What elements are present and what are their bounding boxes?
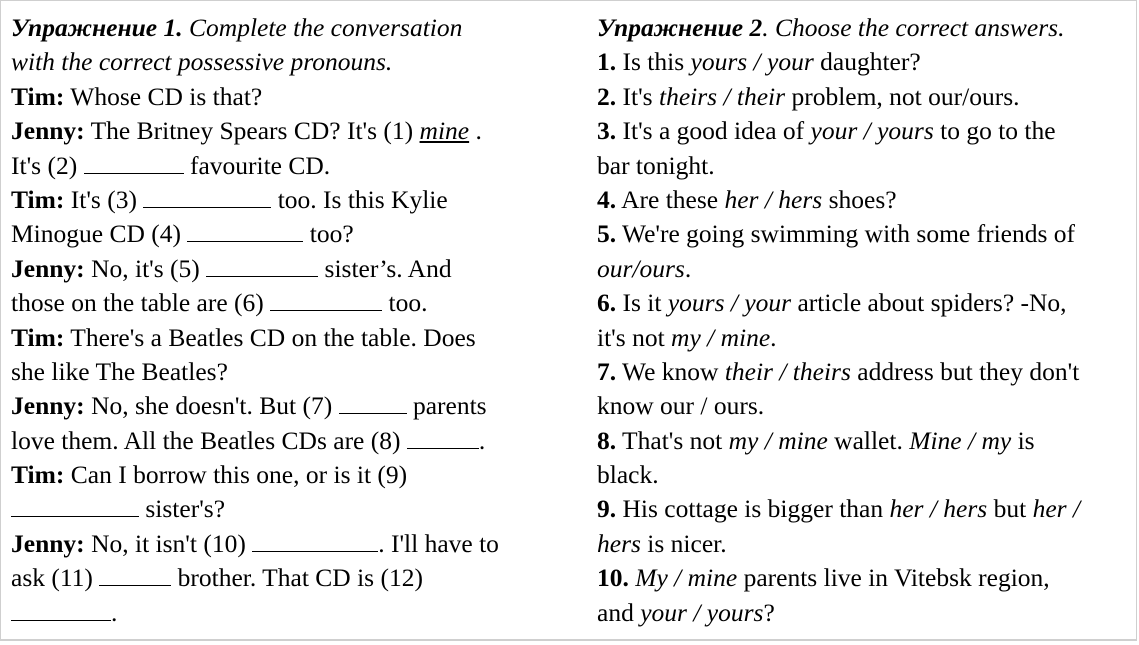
question-4 [597, 183, 1137, 217]
question-number: 1. [597, 47, 617, 77]
dialogue-line [11, 458, 576, 492]
question-text: is nicer. [647, 528, 727, 558]
answer-choice[interactable]: yours / your [690, 47, 814, 77]
blank-10[interactable] [252, 529, 378, 552]
answer-choice[interactable]: your / yours [810, 116, 934, 146]
question-number: 3. [597, 116, 617, 146]
dialogue-text: love them. All the Beatles CDs are (8) [11, 425, 401, 455]
question-10-cont [597, 596, 1137, 630]
question-3 [597, 114, 1137, 148]
dialogue-line: she like The Beatles? [11, 356, 228, 386]
speaker-tim: Tim: [11, 184, 65, 214]
answer-choice[interactable]: hers [597, 528, 641, 558]
blank-2[interactable] [84, 151, 184, 174]
question-text: Is it [622, 288, 662, 318]
question-text: problem, not our/ours. [791, 81, 1020, 111]
question-text: . [770, 322, 777, 352]
dialogue-text: favourite CD. [189, 150, 331, 180]
dialogue-line [11, 321, 576, 355]
dialogue-line [11, 492, 576, 526]
question-text: black. [597, 460, 659, 490]
blank-9[interactable] [11, 494, 139, 517]
question-5 [597, 217, 1137, 251]
answer-1: mine [419, 116, 470, 146]
question-text: address but they don't [857, 356, 1080, 386]
dialogue-line [11, 252, 576, 286]
question-number: 10. [597, 563, 629, 593]
exercise-1-instruction: Complete the conversation [189, 13, 463, 42]
question-number: 7. [597, 356, 617, 386]
question-6-cont [597, 321, 1137, 355]
exercise-1-instruction: with the correct possessive pronouns. [11, 47, 393, 77]
speaker-tim: Tim: [11, 322, 65, 352]
dialogue-line [11, 80, 576, 114]
answer-choice[interactable]: her / [1032, 494, 1081, 524]
question-text: It's [622, 81, 653, 111]
dialogue-text: There's a Beatles CD on the table. Does [70, 322, 476, 352]
question-text: His cottage is bigger than [622, 494, 884, 524]
question-number: 8. [597, 425, 617, 455]
answer-choice[interactable]: your / yours [640, 597, 764, 627]
exercise-2-heading: Упражнение 2 [597, 13, 763, 42]
question-9-cont [597, 527, 1137, 561]
dialogue-text: Can I borrow this one, or is it (9) [70, 460, 408, 490]
question-text: That's not [622, 425, 723, 455]
speaker-jenny: Jenny: [11, 391, 85, 421]
dialogue-text: brother. That CD is (12) [177, 563, 423, 593]
blank-3[interactable] [143, 185, 271, 208]
blank-5[interactable] [206, 254, 318, 277]
question-text: Are these [621, 184, 719, 214]
exercise-2-line [597, 11, 1137, 45]
question-text: daughter? [820, 47, 921, 77]
answer-choice[interactable]: yours / your [667, 288, 792, 318]
answer-choice[interactable]: My / mine [635, 563, 738, 593]
exercise-1-heading: Упражнение 1. [11, 13, 183, 42]
answer-choice[interactable]: their / theirs [724, 356, 851, 386]
dialogue-text: too. [388, 288, 428, 318]
blank-8[interactable] [407, 426, 479, 449]
dialogue-text: sister's? [145, 494, 226, 524]
dialogue-text: Minogue CD (4) [11, 219, 181, 249]
dialogue-text: . [111, 597, 118, 627]
blank-7[interactable] [339, 391, 407, 414]
question-8 [597, 424, 1137, 458]
answer-choice[interactable]: my / mine [671, 322, 771, 352]
dialogue-text: too. Is this Kylie [277, 184, 448, 214]
dialogue-line [11, 217, 576, 251]
question-text: wallet. [834, 425, 903, 455]
question-10 [597, 561, 1137, 595]
blank-6[interactable] [270, 288, 382, 311]
speaker-jenny: Jenny: [11, 528, 85, 558]
question-number: 6. [597, 288, 617, 318]
question-text: It's a good idea of [622, 116, 805, 146]
dialogue-text: parents [412, 391, 487, 421]
question-text: article about spiders? -No, [797, 288, 1067, 318]
exercise-2 [597, 11, 1137, 630]
question-9 [597, 492, 1137, 526]
question-text: . [684, 253, 692, 283]
dialogue-line [11, 183, 576, 217]
dialogue-text: ask (11) [11, 563, 93, 593]
answer-choice[interactable]: her / hers [889, 494, 988, 524]
dialogue-line [11, 389, 576, 423]
question-text: is [1017, 425, 1035, 455]
exercise-2-instruction: . Choose the correct answers. [762, 13, 1065, 42]
question-7 [597, 355, 1137, 389]
dialogue-text: sister’s. And [324, 253, 452, 283]
dialogue-text: It's (3) [70, 184, 137, 214]
question-6 [597, 286, 1137, 320]
question-text: ? [763, 597, 775, 627]
answer-choice[interactable]: our/ours [597, 253, 685, 283]
exercise-1-line [11, 11, 576, 45]
blank-11[interactable] [99, 563, 171, 586]
question-5-cont [597, 252, 1137, 286]
answer-choice[interactable]: theirs / their [658, 81, 786, 111]
answer-choice[interactable]: her / hers [724, 184, 823, 214]
question-text: but [993, 494, 1027, 524]
question-text: to go to the [940, 116, 1056, 146]
answer-choice[interactable]: Mine / my [909, 425, 1012, 455]
dialogue-line [11, 561, 576, 595]
question-text: know our / ours. [597, 391, 765, 421]
dialogue-text: It's (2) [11, 150, 78, 180]
question-text: parents live in Vitebsk region, [743, 563, 1050, 593]
question-text: Is this [622, 47, 685, 77]
dialogue-text: . [478, 425, 486, 455]
question-1 [597, 45, 1137, 79]
speaker-tim: Tim: [11, 460, 65, 490]
dialogue-line [11, 424, 576, 458]
dialogue-line [11, 149, 576, 183]
question-2 [597, 80, 1137, 114]
question-text: shoes? [828, 184, 897, 214]
dialogue-line [11, 527, 576, 561]
speaker-jenny: Jenny: [11, 253, 85, 283]
speaker-jenny: Jenny: [11, 116, 85, 146]
dialogue-text: those on the table are (6) [11, 288, 264, 318]
speaker-tim: Tim: [11, 81, 65, 111]
question-number: 9. [597, 494, 617, 524]
dialogue-text: No, it isn't (10) [91, 528, 246, 558]
question-number: 2. [597, 81, 617, 111]
dialogue-text: . I'll have to [378, 528, 499, 558]
dialogue-text: No, it's (5) [91, 253, 200, 283]
dialogue-text: No, she doesn't. But (7) [91, 391, 333, 421]
blank-4[interactable] [187, 219, 303, 242]
blank-12[interactable] [11, 598, 111, 621]
question-number: 5. [597, 219, 617, 249]
question-text: it's not [597, 322, 665, 352]
dialogue-text: Whose CD is that? [70, 81, 263, 111]
answer-choice[interactable]: my / mine [728, 425, 828, 455]
dialogue-line [11, 286, 576, 320]
question-text: We know [622, 356, 719, 386]
question-text: and [597, 597, 634, 627]
question-text: We're going swimming with some friends of [622, 219, 1076, 249]
dialogue-text: . [475, 116, 482, 146]
dialogue-text: The Britney Spears CD? It's (1) [90, 116, 414, 146]
dialogue-line [11, 596, 576, 630]
dialogue-line [11, 114, 576, 148]
exercise-1 [11, 11, 576, 630]
question-text: bar tonight. [597, 150, 715, 180]
dialogue-text: too? [309, 219, 354, 249]
question-number: 4. [597, 184, 617, 214]
